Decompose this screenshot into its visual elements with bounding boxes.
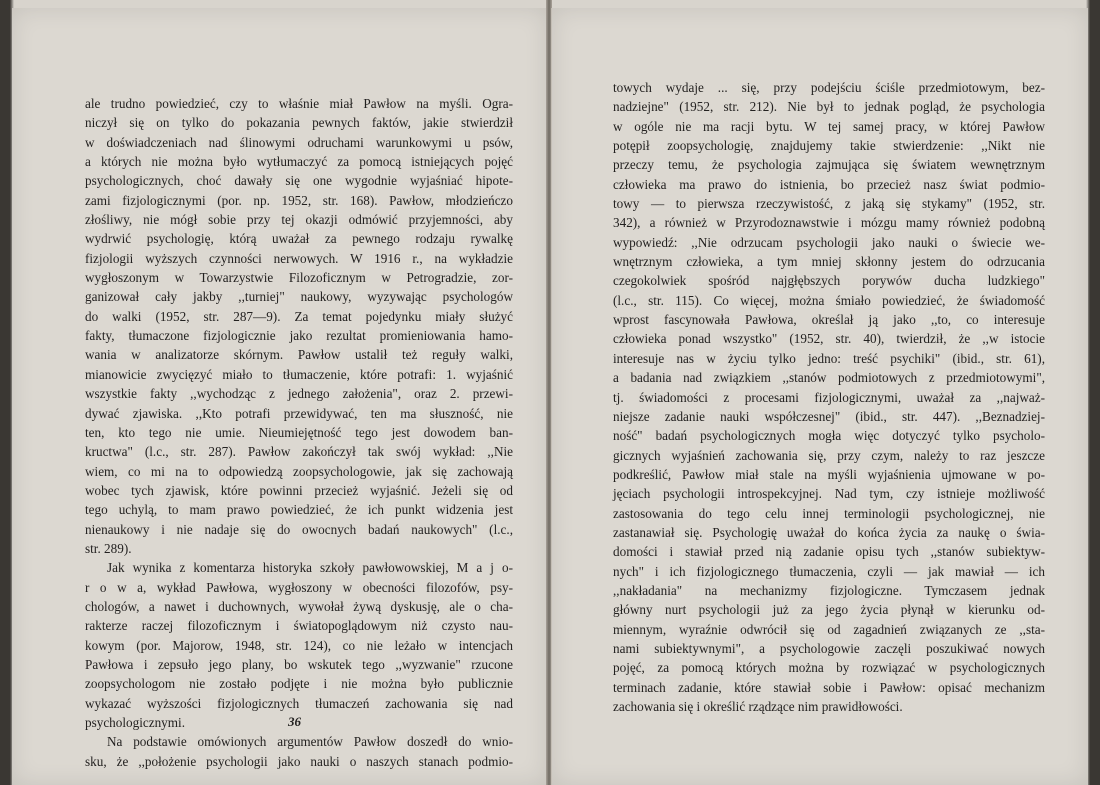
right-page-text <box>613 78 1045 716</box>
text-line: kructwa" (l.c., str. 287). Pawłow zakończył tak swój wykład: ,,Nie <box>85 444 513 460</box>
text-line: wykazać wyższości fizjologicznych tłumaczeń zachowania się nad <box>85 695 513 711</box>
text-line: fakty, tłumaczone fizjologicznie jako rezultat promieniowania hamo- <box>85 328 513 344</box>
text-line: wprost fascynowała Pawłowa, określał ją jako ,,to, co interesuje <box>613 312 1045 328</box>
text-line: wygłoszonym w Towarzystwie Filozoficznym w Petrogradzie, zor- <box>85 270 513 286</box>
text-line: ale trudno powiedzieć, czy to właśnie miał Pawłow na myśli. Ogra- <box>85 96 513 111</box>
text-line: str. 289). <box>85 540 132 556</box>
text-line: zastanawiał się. Psychologię uważał do końca życia za naukę o świa- <box>613 524 1045 540</box>
text-line: dywać zjawiska. ,,Kto potrafi przewidywać, ten ma słuszność, nie <box>85 405 513 421</box>
text-line: niczył się on tylko do pokazania pewnych faktów, jakie stwierdził <box>85 115 513 131</box>
text-line: jęciach psychologii introspekcyjnej. Nad tym, czy istnieje możliwość <box>613 486 1045 502</box>
text-line: w ogóle nie ma racji bytu. W tej samej pracy, w której Pawłow <box>613 118 1045 134</box>
text-line: fizjologii wyższych czynności nerwowych. W 1916 r., na wykładzie <box>85 250 513 266</box>
text-line: (l.c., str. 115). Co więcej, można śmiało powiedzieć, że świadomość <box>613 292 1045 308</box>
text-line: wypowiedź: ,,Nie odrzucam psychologii jako nauki o świecie we- <box>613 234 1045 250</box>
text-line: ność" badań psychologicznych mogła więc dotyczyć tylko psycholo- <box>613 428 1045 444</box>
text-line: zachowania się i określić rządzące nim prawidłowości. <box>613 699 903 714</box>
text-line: nadziejne" (1952, str. 212). Nie był to jednak pogląd, że psychologia <box>613 99 1045 115</box>
text-line: czegokolwiek spośród najgłębszych porywów ducha ludzkiego" <box>613 273 1045 289</box>
right-page <box>551 8 1088 785</box>
text-line: chologów, a nawet i duchownych, wywołał żywą dyskusję, ale o cha- <box>85 598 513 614</box>
text-line: r o w a, wykład Pawłowa, wygłoszony w obecności filozofów, psy- <box>85 579 513 595</box>
text-line: do walki (1952, str. 287—9). Za temat pojedynku miały służyć <box>85 308 513 324</box>
text-line: nami subiektywnymi", a psychologowie zaczęli poszukiwać nowych <box>613 640 1045 656</box>
text-line: rakterze raczej filozoficznym i światopoglądowym niż czysto nau- <box>85 618 513 634</box>
text-line: kowym (por. Majorow, 1948, str. 124), co nie leżało w intencjach <box>85 637 513 653</box>
text-line: Pawłowa i zepsuło jego plany, bo wskutek tego ,,wyzwanie" rzucone <box>85 656 513 672</box>
text-line: pojęć, za pomocą których można by rozwiązać w psychologicznych <box>613 660 1045 676</box>
text-line: przeczy temu, że psychologia zajmująca się światem wewnętrznym <box>613 157 1045 173</box>
text-line: człowieka ma prawo do istnienia, bo przecież nasz świat podmio- <box>613 176 1045 192</box>
text-line: człowieka ponad wszystko" (1952, str. 40), twierdził, że ,,w istocie <box>613 331 1045 347</box>
text-line: domości i stawiał przed nią zadanie opisu tych ,,stanów subiektyw- <box>613 544 1045 560</box>
text-line: w doświadczeniach nad ślinowymi odruchami warunkowymi u psów, <box>85 134 513 150</box>
left-page-text <box>85 94 513 771</box>
text-line: 342), a również w Przyrodoznawstwie i mózgu mamy również podobną <box>613 215 1045 231</box>
text-line: miennym, wyraźnie odwrócił się od zagadnień związanych ze ,,sta- <box>613 621 1045 637</box>
text-line: ,,nakładania" na mechanizmy fizjologiczne. Tymczasem jednak <box>613 582 1045 598</box>
text-line: wydrwić psychologię, którą uważał za pewnego rodzaju rywalkę <box>85 231 513 247</box>
text-line: tego uchylą, to mam prawo powiedzieć, że ich punkt widzenia jest <box>85 502 513 518</box>
text-line: ten, kto tego nie umie. Nieumiejętność tego jest dowodem ban- <box>85 424 513 440</box>
text-line: tj. świadomości z procesami fizjologicznymi, uważał za ,,najważ- <box>613 389 1045 405</box>
text-line: złośliwy, nie mógł sobie przy tej okazji odmówić przyjemności, aby <box>85 212 513 228</box>
text-line: niejsze zadanie nauki współczesnej" (ibid., str. 447). ,,Beznadziej- <box>613 408 1045 424</box>
text-line: wszystkie fakty ,,wychodząc z jednego założenia", oraz 2. przewi- <box>85 386 513 402</box>
text-line: wania w analizatorze skórnym. Pawłow ustalił też reguły walki, <box>85 347 513 363</box>
text-line: gicznych wyjaśnień zachowania się, przy czym, należy to raz jeszcze <box>613 447 1045 463</box>
text-line: podkreślić, Pawłow miał stale na myśli wyjaśnienia ujmowane w po- <box>613 466 1045 482</box>
text-line: Na podstawie omówionych argumentów Pawłow doszedł do wnio- <box>107 734 513 750</box>
text-line: a których nie można było wytłumaczyć za pomocą istniejących pojęć <box>85 154 513 170</box>
text-line: wiem, co mi na to odpowiedzą zoopsychologowie, jak się zachowają <box>85 463 513 479</box>
text-line: psychologicznymi. <box>85 715 185 730</box>
text-line: towy — to pierwsza rzeczywistość, z jaką się stykamy" (1952, str. <box>613 196 1045 212</box>
text-line: a badania nad związkiem ,,stanów podmiotowych z przedmiotowymi", <box>613 370 1045 386</box>
text-line: ganizował cały jakby ,,turniej" naukowy, wyzywając psychologów <box>85 289 513 305</box>
text-line: towych wydaje ... się, przy podejściu ściśle przedmiotowym, bez- <box>613 80 1045 95</box>
text-line: psychologicznych, choć dawały się one wygodnie wyjaśniać hipote- <box>85 173 513 189</box>
text-line: zastosowania do tego celu innej terminologii psychologicznej, nie <box>613 505 1045 521</box>
text-line: główny nurt psychologii już za jego życia płynął w kierunku od- <box>613 602 1045 618</box>
text-line: terminach zadanie, które stawiał sobie i Pawłow: opisać mechanizm <box>613 679 1045 695</box>
text-line: nych" i ich fizjologicznego tłumaczenia, czyli — jak mawiał — ich <box>613 563 1045 579</box>
page-number: 36 <box>288 714 301 729</box>
text-line: wobec tych zjawisk, które powinni przecież wyjaśnić. Jeżeli się od <box>85 482 513 498</box>
text-line: mianowicie zwycięzyć miało to tłumaczenie, które potrafi: 1. wyjaśnić <box>85 366 513 382</box>
text-line: interesuje nas w życiu tylko jedno: treść psychiki" (ibid., str. 61), <box>613 350 1045 366</box>
text-line: nienaukowy i nie nadaje się do owocnych badań naukowych" (l.c., <box>85 521 513 537</box>
text-line: Jak wynika z komentarza historyka szkoły pawłowowskiej, M a j o- <box>107 560 513 576</box>
left-page <box>12 8 548 785</box>
text-line: potępił zoopsychologię, znajdujemy takie stwierdzenie: ,,Nikt nie <box>613 138 1045 154</box>
text-line: zami fizjologicznymi (por. np. 1952, str. 168). Pawłow, młodzieńczo <box>85 192 513 208</box>
text-line: wnętrznym człowieka, a tym mniej skłonny jestem do odrzucania <box>613 254 1045 270</box>
text-line: sku, że ,,położenie psychologii jako nauki o naszych stanach podmio- <box>85 753 513 769</box>
text-line: zoopsychologom nie zostało podjęte i nie można było publicznie <box>85 676 513 692</box>
